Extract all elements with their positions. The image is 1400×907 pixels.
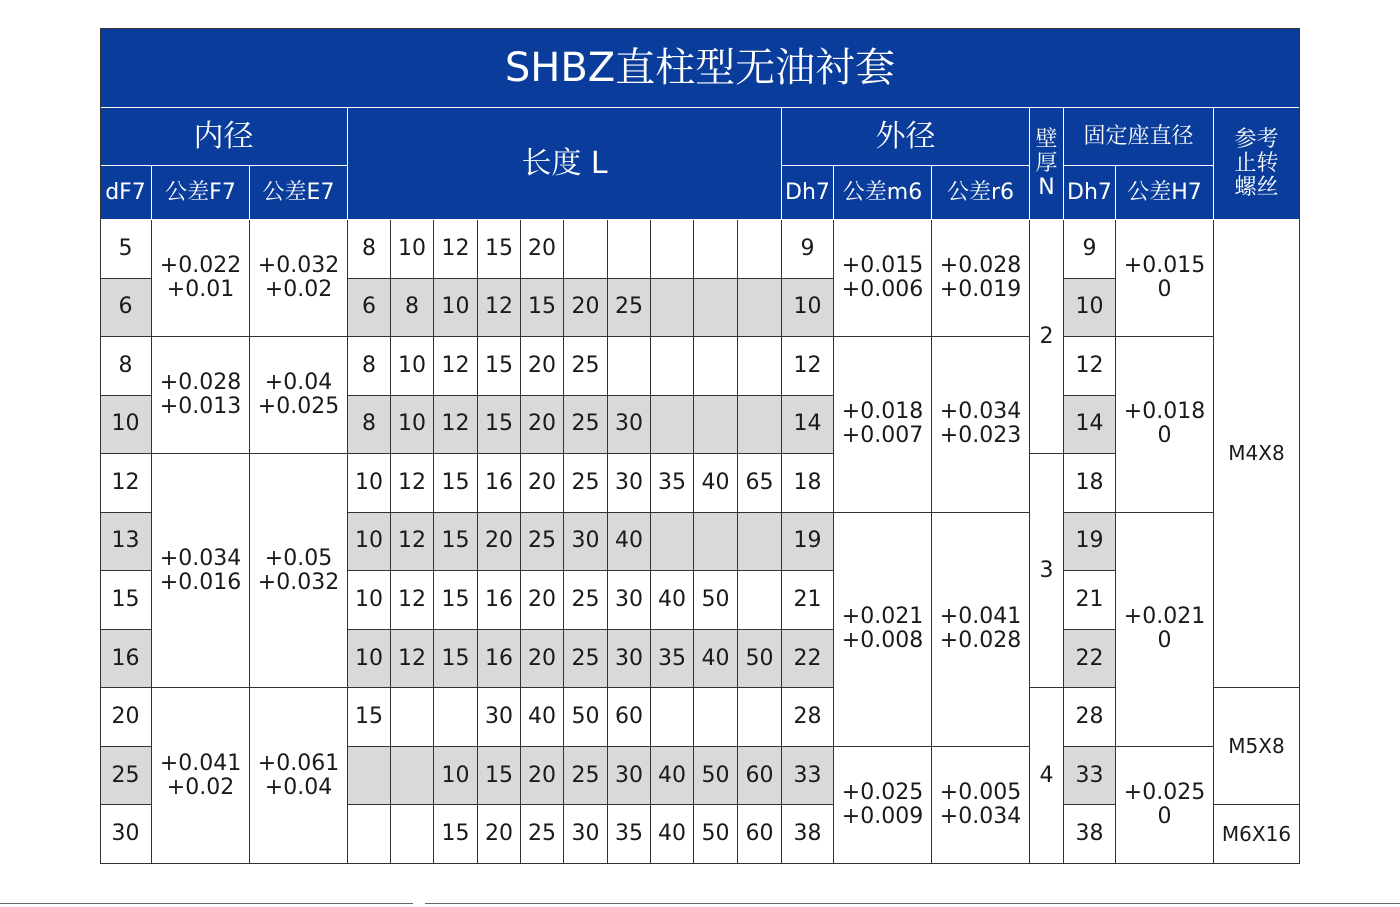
bottom-rule-right — [425, 903, 1400, 904]
length-cell — [651, 220, 694, 279]
length-cell: 12 — [391, 454, 434, 513]
length-cell: 15 — [478, 747, 521, 806]
length-cell: 20 — [521, 396, 564, 455]
outer-diameter-cell: 28 — [782, 688, 834, 747]
length-cell — [651, 396, 694, 455]
length-cell: 25 — [564, 630, 608, 689]
length-cell — [738, 396, 782, 455]
length-cell: 50 — [738, 630, 782, 689]
inner-diameter-cell: 5 — [100, 220, 152, 279]
col-header-seat-Dh7: Dh7 — [1064, 166, 1116, 220]
tolerance-r6-cell: +0.041 +0.028 — [932, 513, 1030, 747]
wall-thickness-header: 壁 厚 N — [1030, 108, 1064, 220]
tolerance-r6-cell: +0.034 +0.023 — [932, 337, 1030, 513]
length-cell: 30 — [608, 454, 651, 513]
length-cell: 60 — [608, 688, 651, 747]
length-cell: 20 — [478, 805, 521, 864]
length-cell: 12 — [391, 513, 434, 572]
length-cell — [564, 220, 608, 279]
tolerance-E7-cell: +0.061 +0.04 — [250, 688, 348, 864]
length-cell: 15 — [434, 513, 478, 572]
tolerance-H7-cell: +0.021 0 — [1116, 513, 1214, 747]
length-cell: 12 — [391, 630, 434, 689]
tolerance-E7-cell: +0.032 +0.02 — [250, 220, 348, 337]
length-cell: 12 — [434, 396, 478, 455]
col-header-dF7: dF7 — [100, 166, 152, 220]
length-cell: 35 — [651, 454, 694, 513]
length-cell: 15 — [478, 396, 521, 455]
length-cell — [348, 805, 391, 864]
length-cell: 10 — [391, 220, 434, 279]
length-cell: 12 — [478, 279, 521, 338]
length-cell: 50 — [694, 747, 738, 806]
length-cell — [608, 220, 651, 279]
length-cell — [651, 337, 694, 396]
outer-diameter-cell: 9 — [782, 220, 834, 279]
outer-diameter-cell: 21 — [782, 571, 834, 630]
length-cell — [738, 279, 782, 338]
length-cell: 10 — [348, 571, 391, 630]
col-header-outer-Dh7: Dh7 — [782, 166, 834, 220]
inner-diameter-cell: 20 — [100, 688, 152, 747]
length-cell: 15 — [521, 279, 564, 338]
col-header-tol-m6: 公差m6 — [834, 166, 932, 220]
inner-diameter-cell: 30 — [100, 805, 152, 864]
length-cell — [608, 337, 651, 396]
col-header-tol-r6: 公差r6 — [932, 166, 1030, 220]
length-cell — [694, 337, 738, 396]
seat-diameter-cell: 14 — [1064, 396, 1116, 455]
seat-diameter-cell: 18 — [1064, 454, 1116, 513]
length-cell: 35 — [651, 630, 694, 689]
length-cell: 15 — [434, 805, 478, 864]
tolerance-F7-cell: +0.022 +0.01 — [152, 220, 250, 337]
length-cell: 30 — [478, 688, 521, 747]
length-cell: 20 — [521, 747, 564, 806]
tolerance-m6-cell: +0.015 +0.006 — [834, 220, 932, 337]
outer-diameter-header: 外径 — [782, 108, 1030, 166]
length-cell — [348, 747, 391, 806]
length-cell: 10 — [348, 454, 391, 513]
length-cell: 30 — [608, 630, 651, 689]
inner-diameter-cell: 6 — [100, 279, 152, 338]
length-cell — [651, 688, 694, 747]
length-cell: 15 — [434, 454, 478, 513]
length-cell: 30 — [608, 747, 651, 806]
length-cell: 25 — [564, 337, 608, 396]
length-cell: 40 — [651, 571, 694, 630]
screw-cell: M4X8 — [1214, 220, 1300, 688]
length-header: 长度 L — [348, 108, 782, 220]
length-cell — [738, 571, 782, 630]
length-cell: 30 — [564, 513, 608, 572]
length-cell: 12 — [434, 337, 478, 396]
length-cell: 25 — [521, 513, 564, 572]
length-cell — [391, 747, 434, 806]
length-cell: 16 — [478, 454, 521, 513]
length-cell: 50 — [564, 688, 608, 747]
length-cell: 50 — [694, 805, 738, 864]
seat-diameter-cell: 12 — [1064, 337, 1116, 396]
col-header-tol-E7: 公差E7 — [250, 166, 348, 220]
length-cell: 40 — [521, 688, 564, 747]
length-cell: 12 — [434, 220, 478, 279]
length-cell: 20 — [521, 454, 564, 513]
tolerance-H7-cell: +0.025 0 — [1116, 747, 1214, 864]
length-cell: 30 — [608, 396, 651, 455]
outer-diameter-cell: 12 — [782, 337, 834, 396]
tolerance-F7-cell: +0.041 +0.02 — [152, 688, 250, 864]
length-cell: 60 — [738, 747, 782, 806]
length-cell: 30 — [564, 805, 608, 864]
length-cell — [434, 688, 478, 747]
tolerance-H7-cell: +0.018 0 — [1116, 337, 1214, 513]
seat-diameter-header: 固定座直径 — [1064, 108, 1214, 166]
seat-diameter-cell: 22 — [1064, 630, 1116, 689]
length-cell: 20 — [521, 220, 564, 279]
seat-diameter-cell: 10 — [1064, 279, 1116, 338]
spec-table — [100, 28, 1300, 864]
length-cell — [738, 513, 782, 572]
length-cell: 40 — [694, 630, 738, 689]
wall-thickness-cell: 4 — [1030, 688, 1064, 864]
length-cell: 15 — [348, 688, 391, 747]
length-cell: 25 — [608, 279, 651, 338]
length-cell — [694, 688, 738, 747]
length-cell: 8 — [348, 396, 391, 455]
length-cell: 25 — [564, 454, 608, 513]
length-cell: 40 — [608, 513, 651, 572]
inner-diameter-cell: 10 — [100, 396, 152, 455]
anti-rotation-screw-header: 参考 止转 螺丝 — [1214, 108, 1300, 220]
length-cell: 16 — [478, 630, 521, 689]
inner-diameter-cell: 15 — [100, 571, 152, 630]
tolerance-F7-cell: +0.028 +0.013 — [152, 337, 250, 454]
length-cell: 8 — [391, 279, 434, 338]
outer-diameter-cell: 19 — [782, 513, 834, 572]
tolerance-F7-cell: +0.034 +0.016 — [152, 454, 250, 688]
length-cell — [738, 337, 782, 396]
screw-cell: M5X8 — [1214, 688, 1300, 805]
length-cell — [694, 220, 738, 279]
length-cell: 35 — [608, 805, 651, 864]
outer-diameter-cell: 10 — [782, 279, 834, 338]
tolerance-r6-cell: +0.005 +0.034 — [932, 747, 1030, 864]
length-cell — [694, 513, 738, 572]
length-cell — [651, 279, 694, 338]
length-cell: 10 — [348, 513, 391, 572]
length-cell: 8 — [348, 220, 391, 279]
length-cell: 12 — [391, 571, 434, 630]
length-cell: 40 — [694, 454, 738, 513]
seat-diameter-cell: 9 — [1064, 220, 1116, 279]
length-cell: 8 — [348, 337, 391, 396]
inner-diameter-header: 内径 — [100, 108, 348, 166]
outer-diameter-cell: 18 — [782, 454, 834, 513]
length-cell: 15 — [478, 337, 521, 396]
wall-thickness-cell: 3 — [1030, 454, 1064, 688]
length-cell: 60 — [738, 805, 782, 864]
seat-diameter-cell: 38 — [1064, 805, 1116, 864]
length-cell: 20 — [521, 571, 564, 630]
wall-thickness-cell: 2 — [1030, 220, 1064, 454]
length-cell — [651, 513, 694, 572]
screw-cell: M6X16 — [1214, 805, 1300, 864]
length-cell: 65 — [738, 454, 782, 513]
length-cell: 15 — [478, 220, 521, 279]
length-cell: 10 — [434, 747, 478, 806]
inner-diameter-cell: 8 — [100, 337, 152, 396]
length-cell: 25 — [564, 747, 608, 806]
seat-diameter-cell: 28 — [1064, 688, 1116, 747]
length-cell: 50 — [694, 571, 738, 630]
tolerance-E7-cell: +0.05 +0.032 — [250, 454, 348, 688]
tolerance-m6-cell: +0.025 +0.009 — [834, 747, 932, 864]
tolerance-E7-cell: +0.04 +0.025 — [250, 337, 348, 454]
length-cell: 6 — [348, 279, 391, 338]
col-header-tol-F7: 公差F7 — [152, 166, 250, 220]
col-header-tol-H7: 公差H7 — [1116, 166, 1214, 220]
length-cell: 25 — [564, 571, 608, 630]
length-cell: 10 — [348, 630, 391, 689]
length-cell: 25 — [564, 396, 608, 455]
table-title: SHBZ直柱型无油衬套 — [100, 28, 1300, 108]
inner-diameter-cell: 13 — [100, 513, 152, 572]
inner-diameter-cell: 16 — [100, 630, 152, 689]
length-cell: 40 — [651, 805, 694, 864]
tolerance-m6-cell: +0.021 +0.008 — [834, 513, 932, 747]
seat-diameter-cell: 21 — [1064, 571, 1116, 630]
length-cell — [391, 688, 434, 747]
length-cell: 40 — [651, 747, 694, 806]
outer-diameter-cell: 14 — [782, 396, 834, 455]
seat-diameter-cell: 19 — [1064, 513, 1116, 572]
length-cell: 15 — [434, 571, 478, 630]
length-cell: 20 — [564, 279, 608, 338]
length-cell — [694, 396, 738, 455]
length-cell: 20 — [478, 513, 521, 572]
length-cell: 25 — [521, 805, 564, 864]
length-cell: 10 — [391, 337, 434, 396]
length-cell: 10 — [434, 279, 478, 338]
length-cell — [738, 220, 782, 279]
inner-diameter-cell: 25 — [100, 747, 152, 806]
length-cell: 15 — [434, 630, 478, 689]
seat-diameter-cell: 33 — [1064, 747, 1116, 806]
length-cell — [391, 805, 434, 864]
outer-diameter-cell: 33 — [782, 747, 834, 806]
length-cell: 30 — [608, 571, 651, 630]
inner-diameter-cell: 12 — [100, 454, 152, 513]
outer-diameter-cell: 22 — [782, 630, 834, 689]
length-cell — [694, 279, 738, 338]
tolerance-H7-cell: +0.015 0 — [1116, 220, 1214, 337]
length-cell: 20 — [521, 337, 564, 396]
tolerance-m6-cell: +0.018 +0.007 — [834, 337, 932, 513]
bottom-rule-left — [0, 903, 413, 904]
length-cell: 16 — [478, 571, 521, 630]
length-cell: 20 — [521, 630, 564, 689]
length-cell: 10 — [391, 396, 434, 455]
tolerance-r6-cell: +0.028 +0.019 — [932, 220, 1030, 337]
outer-diameter-cell: 38 — [782, 805, 834, 864]
length-cell — [738, 688, 782, 747]
